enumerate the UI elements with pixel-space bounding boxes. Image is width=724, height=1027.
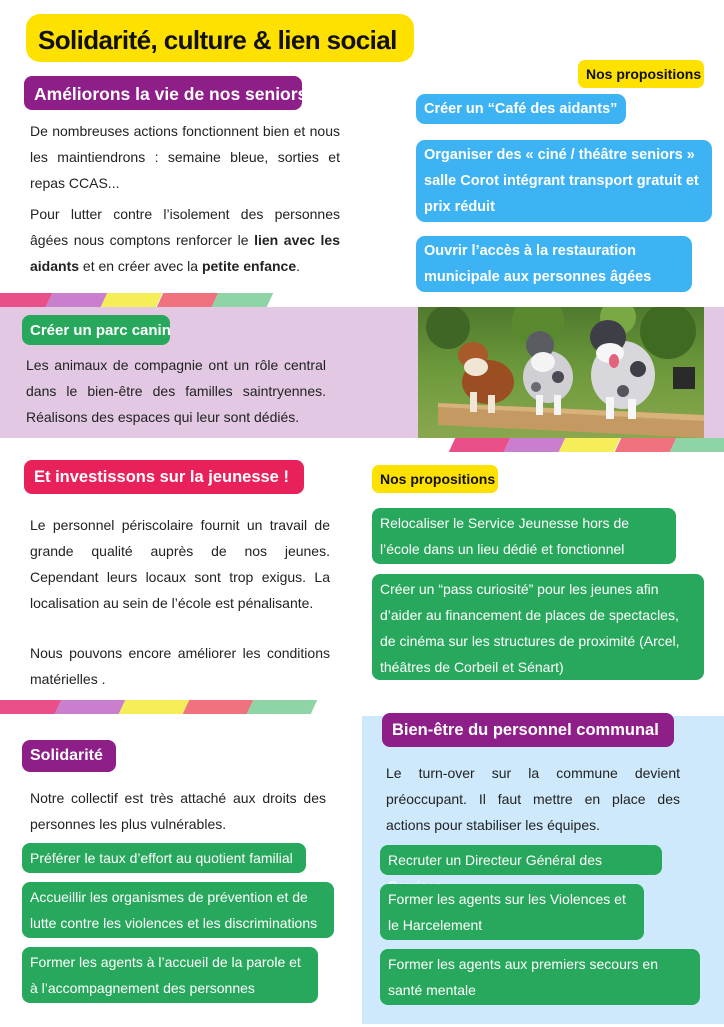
seniors-para-1: De nombreuses actions fonctionnent bien et nous les maintiendrons : semaine bleue, sorties et repas CCAS... [30, 123, 340, 191]
personnel-item-1: Recruter un Directeur Général des [380, 845, 662, 875]
solidarite-item-2: Accueillir les organismes de prévention et de lutte contre les violences et les discriminations [22, 882, 334, 938]
page-title: Solidarité, culture & lien social [26, 14, 414, 62]
personnel-heading: Bien-être du personnel communal [382, 713, 674, 747]
seniors-para-2-text-c: et en créer avec la [79, 258, 202, 274]
seniors-heading: Améliorons la vie de nos seniors [24, 76, 302, 110]
solidarite-item-3: Former les agents à l’accueil de la parole et à l’accompagnement des personnes vulnérables [22, 947, 318, 1003]
jeunesse-heading: Et investissons sur la jeunesse ! [24, 460, 304, 494]
seniors-para-2-text-e: . [296, 258, 300, 274]
parc-canin-para: Les animaux de compagnie ont un rôle central dans le bien-être des familles saintryennes. Réalisons des espaces qui leur sont dédiés. [26, 357, 326, 425]
dogs-photo-icon [418, 307, 704, 438]
solidarite-heading: Solidarité [22, 740, 116, 772]
seniors-para-2-bold-enfance: petite enfance [201, 258, 297, 274]
seniors-para-2 [30, 201, 340, 279]
jeunesse-para-2: Nous pouvons encore améliorer les conditions matérielles . [30, 645, 330, 687]
decorative-stripe-1 [0, 293, 270, 307]
solidarite-item-1: Préférer le taux d’effort au quotient familial [22, 843, 306, 873]
seniors-para-2-text-a: Pour lutter contre l’isolement des personnes âgées nous comptons renforcer le [30, 206, 340, 248]
jeunesse-proposition-2: Créer un “pass curiosité” pour les jeunes afin d’aider au financement de places de spectacles, de cinéma sur les structures de proximité (Arcel, théâtres de Corbeil et Sénart) [372, 574, 704, 680]
personnel-item-3: Former les agents aux premiers secours en santé mentale [380, 949, 700, 1005]
personnel-para: Le turn-over sur la commune devient préoccupant. Il faut mettre en place des actions pour stabiliser les équipes. [386, 765, 680, 833]
jeunesse-proposition-1: Relocaliser le Service Jeunesse hors de l’école dans un lieu dédié et fonctionnel [372, 508, 676, 564]
parc-canin-heading: Créer un parc canin [22, 315, 170, 345]
decorative-stripe-2 [452, 438, 724, 452]
jeunesse-propositions-label: Nos propositions [372, 465, 498, 493]
personnel-item-2: Former les agents sur les Violences et le Harcelement [380, 884, 644, 940]
jeunesse-para-1: Le personnel périscolaire fournit un travail de grande qualité auprès de nos jeunes. Cependant leurs locaux sont trop exigus. La localisation au sein de l’école est pénalisante. [30, 517, 330, 611]
seniors-proposition-1: Créer un “Café des aidants” [416, 94, 626, 124]
seniors-propositions-label: Nos propositions [578, 60, 704, 88]
decorative-stripe-3 [0, 700, 314, 714]
seniors-para-2-bold-aidants: lien avec les aidants [30, 232, 340, 274]
solidarite-para: Notre collectif est très attaché aux droits des personnes les plus vulnérables. [30, 790, 326, 832]
seniors-proposition-2: Organiser des « ciné / théâtre seniors » salle Corot intégrant transport gratuit et prix réduit [416, 140, 712, 222]
seniors-proposition-3: Ouvrir l’accès à la restauration municipale aux personnes âgées [416, 236, 692, 292]
dogs-photo [418, 307, 704, 438]
